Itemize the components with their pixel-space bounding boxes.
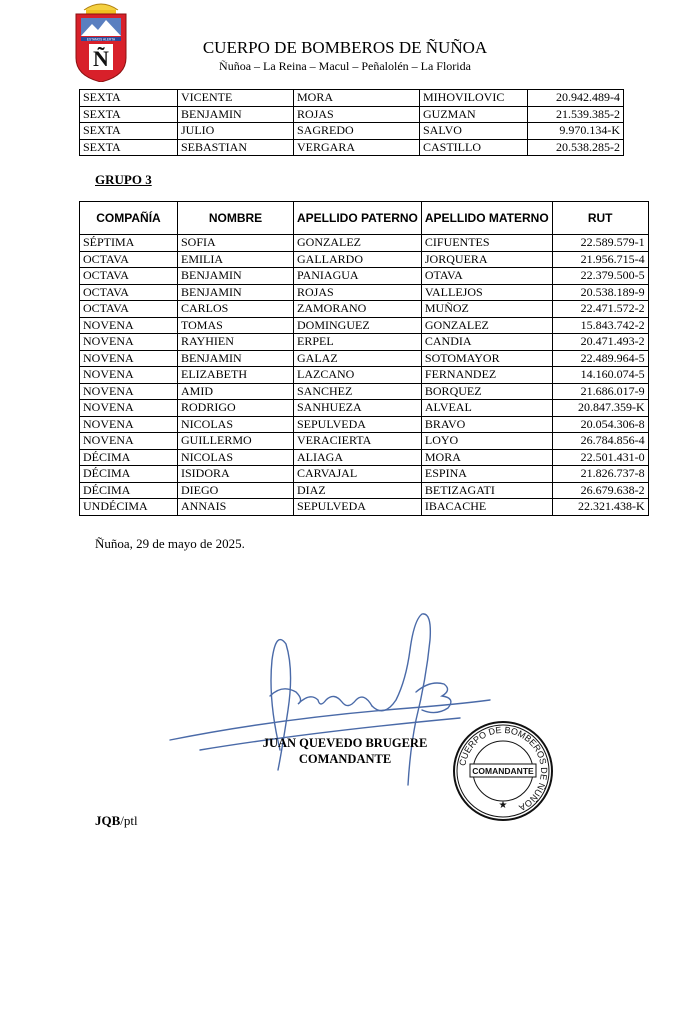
table-row <box>80 301 649 318</box>
cell-nombre: DIEGO <box>178 482 294 499</box>
cell-apellido-materno: BETIZAGATI <box>421 482 552 499</box>
stamp-star: ★ <box>498 800 508 811</box>
cell-apellido-paterno: SAGREDO <box>294 123 420 140</box>
cell-nombre: BENJAMIN <box>178 106 294 123</box>
cell-nombre: NICOLAS <box>178 449 294 466</box>
cell-rut: 21.956.715-4 <box>552 251 648 268</box>
cell-apellido-materno: LOYO <box>421 433 552 450</box>
cell-compania: OCTAVA <box>80 301 178 318</box>
cell-nombre: JULIO <box>178 123 294 140</box>
cell-compania: DÉCIMA <box>80 482 178 499</box>
cell-apellido-paterno: DIAZ <box>294 482 422 499</box>
cell-nombre: SEBASTIAN <box>178 139 294 156</box>
cell-rut: 22.589.579-1 <box>552 235 648 252</box>
table-row <box>80 123 624 140</box>
cell-apellido-materno: OTAVA <box>421 268 552 285</box>
cell-apellido-paterno: SEPULVEDA <box>294 499 422 516</box>
cell-apellido-materno: SOTOMAYOR <box>421 350 552 367</box>
cell-apellido-paterno: ROJAS <box>294 106 420 123</box>
cell-rut: 26.784.856-4 <box>552 433 648 450</box>
cell-apellido-materno: ESPINA <box>421 466 552 483</box>
cell-compania: NOVENA <box>80 367 178 384</box>
cell-apellido-paterno: ZAMORANO <box>294 301 422 318</box>
cell-rut: 21.539.385-2 <box>528 106 624 123</box>
cell-apellido-paterno: SEPULVEDA <box>294 416 422 433</box>
cell-rut: 20.538.189-9 <box>552 284 648 301</box>
official-stamp <box>452 720 554 822</box>
cell-apellido-paterno: DOMINGUEZ <box>294 317 422 334</box>
signer-role: COMANDANTE <box>298 752 392 766</box>
cell-rut: 14.160.074-5 <box>552 367 648 384</box>
cell-rut: 21.686.017-9 <box>552 383 648 400</box>
cell-rut: 22.489.964-5 <box>552 350 648 367</box>
cell-compania: OCTAVA <box>80 268 178 285</box>
stamp-outer-text: CUERPO DE BOMBEROS DE ÑUÑOA <box>457 724 550 813</box>
cell-compania: SÉPTIMA <box>80 235 178 252</box>
cell-rut: 15.843.742-2 <box>552 317 648 334</box>
cell-apellido-materno: GUZMAN <box>420 106 528 123</box>
cell-compania: UNDÉCIMA <box>80 499 178 516</box>
table-row <box>80 433 649 450</box>
cell-apellido-materno: CANDIA <box>421 334 552 351</box>
logo-letter: Ñ <box>93 46 109 71</box>
date-line: Ñuñoa, 29 de mayo de 2025. <box>95 536 245 551</box>
table-row <box>80 284 649 301</box>
cell-apellido-paterno: VERGARA <box>294 139 420 156</box>
cell-apellido-materno: BRAVO <box>421 416 552 433</box>
cell-rut: 20.054.306-8 <box>552 416 648 433</box>
cell-apellido-paterno: ROJAS <box>294 284 422 301</box>
cell-nombre: ELIZABETH <box>178 367 294 384</box>
initials-rest: /ptl <box>120 813 138 828</box>
table-row <box>80 416 649 433</box>
cell-compania: NOVENA <box>80 433 178 450</box>
cell-rut: 20.847.359-K <box>552 400 648 417</box>
cell-compania: DÉCIMA <box>80 466 178 483</box>
cell-rut: 26.679.638-2 <box>552 482 648 499</box>
cell-compania: NOVENA <box>80 317 178 334</box>
column-header: APELLIDO PATERNO <box>294 202 422 235</box>
cell-compania: SEXTA <box>80 106 178 123</box>
table-row <box>80 499 649 516</box>
group-heading: GRUPO 3 <box>95 172 152 187</box>
cell-apellido-materno: IBACACHE <box>421 499 552 516</box>
column-header: NOMBRE <box>178 202 294 235</box>
table-row <box>80 317 649 334</box>
table-row <box>80 482 649 499</box>
cell-apellido-paterno: LAZCANO <box>294 367 422 384</box>
cell-apellido-paterno: GALLARDO <box>294 251 422 268</box>
cell-apellido-materno: BORQUEZ <box>421 383 552 400</box>
cell-rut: 20.471.493-2 <box>552 334 648 351</box>
cell-nombre: BENJAMIN <box>178 268 294 285</box>
handwritten-signature <box>160 600 500 800</box>
logo-motto: ESTAMOS ALERTA <box>86 37 116 42</box>
stamp-inner-text: COMANDANTE <box>472 766 534 776</box>
initials-bold: JQB <box>95 813 121 828</box>
cell-nombre: NICOLAS <box>178 416 294 433</box>
table-row <box>80 449 649 466</box>
cell-nombre: AMID <box>178 383 294 400</box>
cell-compania: SEXTA <box>80 139 178 156</box>
cell-nombre: GUILLERMO <box>178 433 294 450</box>
cell-apellido-materno: FERNANDEZ <box>421 367 552 384</box>
initials <box>95 813 138 829</box>
cell-compania: SEXTA <box>80 123 178 140</box>
table-row <box>80 383 649 400</box>
cell-nombre: ANNAIS <box>178 499 294 516</box>
cell-rut: 22.321.438-K <box>552 499 648 516</box>
cell-rut: 21.826.737-8 <box>552 466 648 483</box>
cell-nombre: BENJAMIN <box>178 284 294 301</box>
cell-apellido-paterno: PANIAGUA <box>294 268 422 285</box>
cell-nombre: SOFIA <box>178 235 294 252</box>
cell-apellido-materno: SALVO <box>420 123 528 140</box>
cell-apellido-materno: MUÑOZ <box>421 301 552 318</box>
table-row <box>80 466 649 483</box>
table-row <box>80 400 649 417</box>
org-subtitle: Ñuñoa – La Reina – Macul – Peñalolén – La Florida <box>219 59 471 73</box>
cell-apellido-materno: JORQUERA <box>421 251 552 268</box>
cell-apellido-paterno: GALAZ <box>294 350 422 367</box>
table-row <box>80 367 649 384</box>
cell-rut: 20.942.489-4 <box>528 90 624 107</box>
cell-apellido-materno: GONZALEZ <box>421 317 552 334</box>
cell-compania: NOVENA <box>80 400 178 417</box>
table-row <box>80 350 649 367</box>
cell-compania: SEXTA <box>80 90 178 107</box>
column-header: RUT <box>552 202 648 235</box>
cell-compania: OCTAVA <box>80 284 178 301</box>
cell-apellido-paterno: GONZALEZ <box>294 235 422 252</box>
cell-nombre: CARLOS <box>178 301 294 318</box>
signer-name: JUAN QUEVEDO BRUGERE <box>262 736 428 750</box>
cell-nombre: RODRIGO <box>178 400 294 417</box>
table-row <box>80 106 624 123</box>
cell-apellido-materno: MIHOVILOVIC <box>420 90 528 107</box>
cell-apellido-paterno: ALIAGA <box>294 449 422 466</box>
cell-rut: 22.501.431-0 <box>552 449 648 466</box>
cell-rut: 22.379.500-5 <box>552 268 648 285</box>
cell-rut: 20.538.285-2 <box>528 139 624 156</box>
cell-nombre: RAYHIEN <box>178 334 294 351</box>
cell-apellido-materno: CASTILLO <box>420 139 528 156</box>
column-header: COMPAÑÍA <box>80 202 178 235</box>
cell-compania: NOVENA <box>80 416 178 433</box>
table-row <box>80 90 624 107</box>
cell-apellido-paterno: CARVAJAL <box>294 466 422 483</box>
cell-apellido-paterno: SANHUEZA <box>294 400 422 417</box>
table-row <box>80 139 624 156</box>
cell-apellido-materno: CIFUENTES <box>421 235 552 252</box>
cell-apellido-materno: MORA <box>421 449 552 466</box>
cell-nombre: TOMAS <box>178 317 294 334</box>
table-row <box>80 268 649 285</box>
bomberos-logo <box>72 0 130 82</box>
table-row <box>80 334 649 351</box>
cell-compania: NOVENA <box>80 383 178 400</box>
cell-compania: NOVENA <box>80 334 178 351</box>
org-title: CUERPO DE BOMBEROS DE ÑUÑOA <box>202 38 488 57</box>
cell-compania: NOVENA <box>80 350 178 367</box>
cell-rut: 9.970.134-K <box>528 123 624 140</box>
table-row <box>80 235 649 252</box>
cell-nombre: VICENTE <box>178 90 294 107</box>
cell-apellido-paterno: VERACIERTA <box>294 433 422 450</box>
cell-apellido-materno: ALVEAL <box>421 400 552 417</box>
column-header: APELLIDO MATERNO <box>421 202 552 235</box>
cell-apellido-materno: VALLEJOS <box>421 284 552 301</box>
cell-apellido-paterno: ERPEL <box>294 334 422 351</box>
group3-table <box>79 201 649 516</box>
cell-nombre: EMILIA <box>178 251 294 268</box>
cell-apellido-paterno: SANCHEZ <box>294 383 422 400</box>
table-row <box>80 251 649 268</box>
cell-nombre: BENJAMIN <box>178 350 294 367</box>
cell-nombre: ISIDORA <box>178 466 294 483</box>
cell-rut: 22.471.572-2 <box>552 301 648 318</box>
cell-compania: OCTAVA <box>80 251 178 268</box>
cell-compania: DÉCIMA <box>80 449 178 466</box>
cell-apellido-paterno: MORA <box>294 90 420 107</box>
continuation-table <box>79 89 624 156</box>
